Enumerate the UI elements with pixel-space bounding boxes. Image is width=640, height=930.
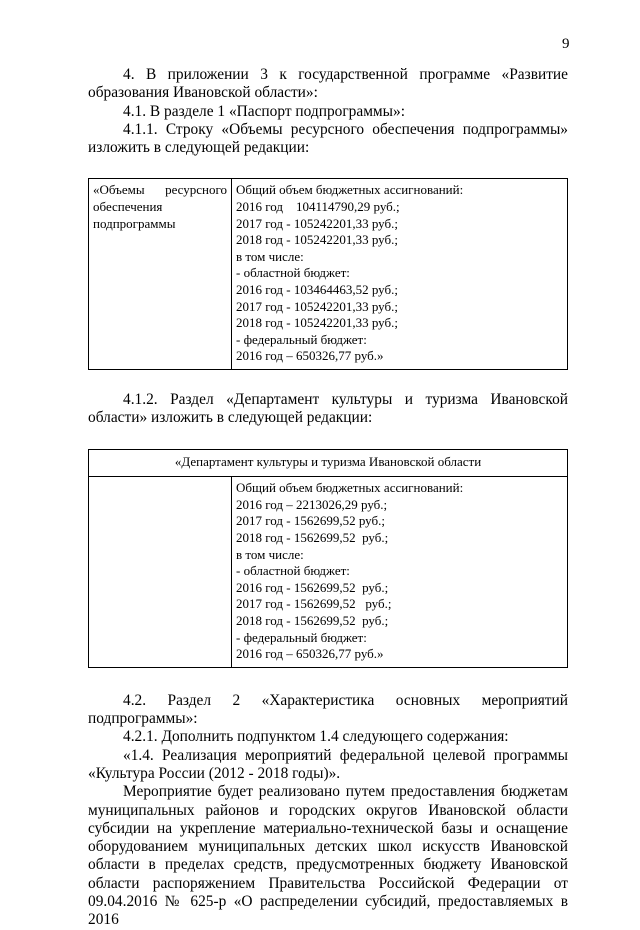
resources-label-cell bbox=[89, 179, 232, 370]
value-line: 2016 год – 650326,77 руб.» bbox=[236, 646, 384, 662]
paragraph-item-4: 4. В приложении 3 к государственной программе «Развитие образования Ивановской области»: bbox=[88, 66, 568, 102]
label-line: «Объемы ресурсного bbox=[93, 182, 227, 198]
value-line: 2017 год - 1562699,52 руб.; bbox=[236, 596, 392, 612]
paragraph-item-4-1-1: 4.1.1. Строку «Объемы ресурсного обеспечения подпрограммы» изложить в следующей редакции: bbox=[88, 120, 568, 157]
paragraph-measure-description: Мероприятие будет реализовано путем предоставления бюджетам муниципальных районов и городских округов Ивановской области субсидии на укрепление материально-технической базы и оснащение оборудованием муниципальных детских школ искусств Ивановской области в пределах средств, предусмотренных бюджету Ивановской области распоряжением Правительства Российской Федерации от 09.04.2016 № 625-р «О распределении субсидий, предоставляемых в 2016 bbox=[88, 783, 568, 929]
value-line: 2017 год - 105242201,33 руб.; bbox=[236, 215, 398, 231]
department-empty-cell bbox=[89, 477, 232, 668]
department-value-cell bbox=[232, 477, 568, 668]
table-row bbox=[89, 179, 568, 370]
value-line: 2018 год - 1562699,52 руб.; bbox=[236, 612, 389, 628]
paragraph-item-1-4: «1.4. Реализация мероприятий федеральной целевой программы «Культура России (2012 - 2018 годы)». bbox=[88, 746, 568, 782]
value-line: 2016 год – 2213026,29 руб.; bbox=[236, 496, 388, 512]
paragraph-item-4-1-2: 4.1.2. Раздел «Департамент культуры и туризма Ивановской области» изложить в следующей редакции: bbox=[88, 391, 568, 427]
value-line: 2018 год - 105242201,33 руб.; bbox=[236, 315, 398, 331]
value-line: Общий объем бюджетных ассигнований: bbox=[236, 182, 464, 198]
value-line: 2016 год - 1562699,52 руб.; bbox=[236, 579, 389, 595]
value-line: 2016 год – 650326,77 руб.» bbox=[236, 348, 384, 364]
value-line: - областной бюджет: bbox=[236, 265, 350, 281]
label-line: обеспечения bbox=[93, 199, 163, 215]
value-line: 2018 год - 105242201,33 руб.; bbox=[236, 232, 398, 248]
value-line: Общий объем бюджетных ассигнований: bbox=[236, 480, 464, 496]
value-line: 2018 год - 1562699,52 руб.; bbox=[236, 529, 389, 545]
paragraph-item-4-2: 4.2. Раздел 2 «Характеристика основных мероприятий подпрограммы»: bbox=[88, 691, 568, 728]
value-line: в том числе: bbox=[236, 546, 304, 562]
value-line: - федеральный бюджет: bbox=[236, 629, 367, 645]
resources-table bbox=[88, 178, 568, 370]
page-number: 9 bbox=[562, 36, 570, 52]
value-line: 2016 год - 103464463,52 руб.; bbox=[236, 282, 398, 298]
department-table bbox=[88, 449, 568, 668]
department-header: «Департамент культуры и туризма Ивановской области bbox=[89, 449, 568, 477]
value-line: в том числе: bbox=[236, 248, 304, 264]
document-body bbox=[88, 66, 568, 930]
value-line: - областной бюджет: bbox=[236, 563, 350, 579]
value-line: - федеральный бюджет: bbox=[236, 331, 367, 347]
value-line: 2016 год 104114790,29 руб.; bbox=[236, 199, 400, 215]
resources-value-cell bbox=[232, 179, 568, 370]
label-line: подпрограммы bbox=[93, 215, 176, 231]
table-row bbox=[89, 477, 568, 668]
paragraph-item-4-1: 4.1. В разделе 1 «Паспорт подпрограммы»: bbox=[123, 102, 405, 120]
value-line: 2017 год - 105242201,33 руб.; bbox=[236, 298, 398, 314]
paragraph-item-4-2-1: 4.2.1. Дополнить подпунктом 1.4 следующего содержания: bbox=[123, 728, 509, 746]
table-row bbox=[89, 449, 568, 477]
value-line: 2017 год - 1562699,52 руб.; bbox=[236, 513, 385, 529]
